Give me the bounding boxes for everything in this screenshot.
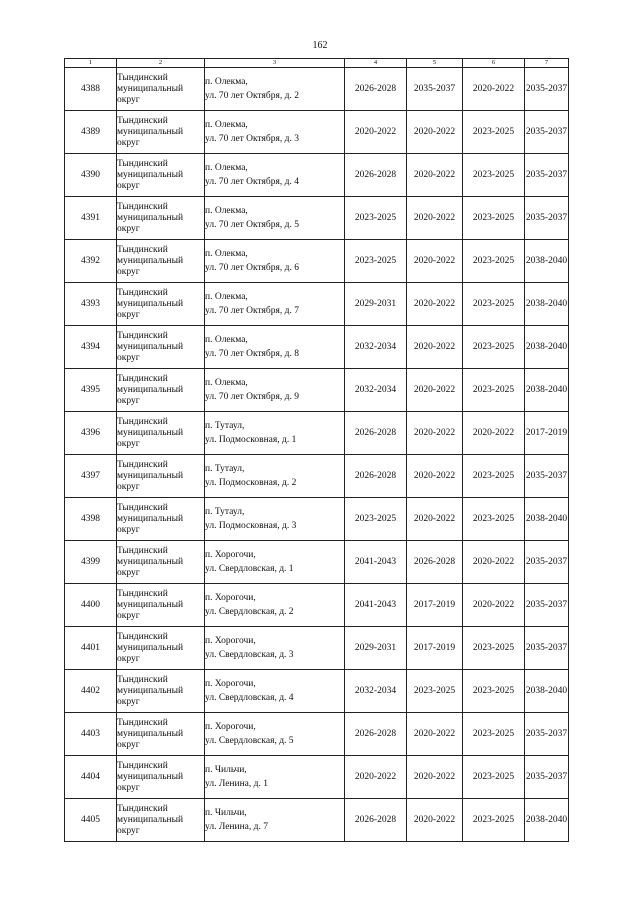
municipal-district xyxy=(117,197,205,240)
table-row xyxy=(65,799,569,842)
address-line: п. Олекма, xyxy=(205,120,248,130)
district-line: муниципальный xyxy=(117,126,184,137)
record-number: 4396 xyxy=(65,412,117,455)
repair-period: 2035-2037 xyxy=(525,68,569,111)
repair-period: 2023-2025 xyxy=(463,498,525,541)
column-header: 4 xyxy=(345,59,407,68)
repair-period: 2035-2037 xyxy=(525,756,569,799)
record-number: 4399 xyxy=(65,541,117,584)
column-header: 2 xyxy=(117,59,205,68)
district-line: муниципальный xyxy=(117,685,184,696)
repair-period: 2020-2022 xyxy=(407,455,463,498)
repair-period: 2023-2025 xyxy=(463,197,525,240)
building-address xyxy=(205,713,345,756)
address-line: ул. Свердловская, д. 4 xyxy=(205,693,294,703)
municipal-district xyxy=(117,326,205,369)
district-line: муниципальный xyxy=(117,298,184,309)
address-line: п. Тутаул, xyxy=(205,421,245,431)
address-line: ул. Свердловская, д. 3 xyxy=(205,650,294,660)
repair-period: 2020-2022 xyxy=(407,326,463,369)
table-row xyxy=(65,627,569,670)
repair-period: 2026-2028 xyxy=(345,68,407,111)
district-line: округ xyxy=(117,137,140,148)
repair-period: 2023-2025 xyxy=(345,197,407,240)
address-line: ул. Подмосковная, д. 3 xyxy=(205,521,297,531)
table-row xyxy=(65,154,569,197)
district-line: округ xyxy=(117,309,140,320)
column-header: 6 xyxy=(463,59,525,68)
address-line: ул. 70 лет Октября, д. 6 xyxy=(205,263,299,273)
column-number-row xyxy=(65,59,569,68)
building-address xyxy=(205,197,345,240)
district-line: муниципальный xyxy=(117,427,184,438)
table-row xyxy=(65,240,569,283)
repair-period: 2035-2037 xyxy=(407,68,463,111)
address-line: ул. 70 лет Октября, д. 2 xyxy=(205,91,299,101)
table-row xyxy=(65,498,569,541)
record-number: 4390 xyxy=(65,154,117,197)
address-line: ул. Подмосковная, д. 2 xyxy=(205,478,297,488)
municipal-district xyxy=(117,240,205,283)
municipal-district xyxy=(117,627,205,670)
repair-period: 2020-2022 xyxy=(463,68,525,111)
repair-period: 2038-2040 xyxy=(525,240,569,283)
address-line: ул. Свердловская, д. 1 xyxy=(205,564,294,574)
district-line: округ xyxy=(117,825,140,836)
repair-period: 2020-2022 xyxy=(345,111,407,154)
repair-period: 2020-2022 xyxy=(463,584,525,627)
district-line: муниципальный xyxy=(117,169,184,180)
district-line: Тындинский xyxy=(117,373,168,384)
column-header: 5 xyxy=(407,59,463,68)
repair-period: 2017-2019 xyxy=(407,627,463,670)
repair-period: 2020-2022 xyxy=(407,240,463,283)
municipal-district xyxy=(117,283,205,326)
district-line: округ xyxy=(117,696,140,707)
repair-period: 2035-2037 xyxy=(525,111,569,154)
record-number: 4395 xyxy=(65,369,117,412)
repair-period: 2035-2037 xyxy=(525,627,569,670)
municipal-district xyxy=(117,799,205,842)
district-line: Тындинский xyxy=(117,717,168,728)
building-address xyxy=(205,627,345,670)
district-line: округ xyxy=(117,266,140,277)
district-line: муниципальный xyxy=(117,83,184,94)
district-line: муниципальный xyxy=(117,212,184,223)
building-address xyxy=(205,799,345,842)
district-line: Тындинский xyxy=(117,287,168,298)
address-line: ул. 70 лет Октября, д. 3 xyxy=(205,134,299,144)
record-number: 4404 xyxy=(65,756,117,799)
district-line: округ xyxy=(117,223,140,234)
record-number: 4403 xyxy=(65,713,117,756)
table-row xyxy=(65,541,569,584)
municipal-district xyxy=(117,455,205,498)
district-line: муниципальный xyxy=(117,384,184,395)
address-line: ул. 70 лет Октября, д. 8 xyxy=(205,349,299,359)
district-line: муниципальный xyxy=(117,513,184,524)
building-address xyxy=(205,154,345,197)
building-address xyxy=(205,240,345,283)
building-address xyxy=(205,369,345,412)
district-line: муниципальный xyxy=(117,814,184,825)
table-row xyxy=(65,584,569,627)
address-line: п. Олекма, xyxy=(205,77,248,87)
record-number: 4394 xyxy=(65,326,117,369)
repair-period: 2023-2025 xyxy=(463,455,525,498)
table-row xyxy=(65,197,569,240)
district-line: Тындинский xyxy=(117,158,168,169)
district-line: округ xyxy=(117,524,140,535)
repair-period: 2023-2025 xyxy=(407,670,463,713)
district-line: Тындинский xyxy=(117,588,168,599)
repair-period: 2032-2034 xyxy=(345,326,407,369)
repair-period: 2038-2040 xyxy=(525,670,569,713)
district-line: муниципальный xyxy=(117,642,184,653)
repair-period: 2032-2034 xyxy=(345,670,407,713)
district-line: округ xyxy=(117,94,140,105)
record-number: 4388 xyxy=(65,68,117,111)
repair-period: 2023-2025 xyxy=(463,369,525,412)
district-line: Тындинский xyxy=(117,674,168,685)
district-line: Тындинский xyxy=(117,330,168,341)
building-address xyxy=(205,412,345,455)
repair-period: 2023-2025 xyxy=(345,240,407,283)
building-address xyxy=(205,455,345,498)
district-line: муниципальный xyxy=(117,255,184,266)
district-line: округ xyxy=(117,739,140,750)
district-line: округ xyxy=(117,352,140,363)
address-line: п. Хорогочи, xyxy=(205,550,256,560)
repair-period: 2026-2028 xyxy=(345,154,407,197)
column-header: 1 xyxy=(65,59,117,68)
address-line: п. Чильчи, xyxy=(205,808,247,818)
repair-period: 2023-2025 xyxy=(463,713,525,756)
repair-period: 2020-2022 xyxy=(407,756,463,799)
address-line: п. Хорогочи, xyxy=(205,593,256,603)
municipal-district xyxy=(117,670,205,713)
district-line: Тындинский xyxy=(117,502,168,513)
municipal-district xyxy=(117,369,205,412)
address-line: ул. 70 лет Октября, д. 7 xyxy=(205,306,299,316)
repair-period: 2023-2025 xyxy=(345,498,407,541)
district-line: Тындинский xyxy=(117,416,168,427)
repair-period: 2038-2040 xyxy=(525,498,569,541)
repair-period: 2041-2043 xyxy=(345,584,407,627)
district-line: муниципальный xyxy=(117,599,184,610)
address-line: ул. Свердловская, д. 5 xyxy=(205,736,294,746)
repair-period: 2020-2022 xyxy=(407,713,463,756)
repair-period: 2038-2040 xyxy=(525,369,569,412)
repair-period: 2020-2022 xyxy=(463,541,525,584)
district-line: округ xyxy=(117,395,140,406)
repair-period: 2029-2031 xyxy=(345,283,407,326)
table-row xyxy=(65,326,569,369)
municipal-district xyxy=(117,154,205,197)
district-line: округ xyxy=(117,567,140,578)
repair-period: 2035-2037 xyxy=(525,541,569,584)
repair-period: 2020-2022 xyxy=(407,154,463,197)
district-line: муниципальный xyxy=(117,470,184,481)
address-line: п. Хорогочи, xyxy=(205,722,256,732)
district-line: округ xyxy=(117,782,140,793)
repair-period: 2020-2022 xyxy=(407,111,463,154)
district-line: Тындинский xyxy=(117,803,168,814)
building-address xyxy=(205,541,345,584)
table-row xyxy=(65,670,569,713)
repair-period: 2023-2025 xyxy=(463,240,525,283)
housing-register-table xyxy=(64,58,569,842)
building-address xyxy=(205,756,345,799)
repair-period: 2020-2022 xyxy=(407,412,463,455)
table-row xyxy=(65,369,569,412)
municipal-district xyxy=(117,541,205,584)
address-line: ул. Свердловская, д. 2 xyxy=(205,607,294,617)
table-row xyxy=(65,756,569,799)
district-line: муниципальный xyxy=(117,556,184,567)
district-line: муниципальный xyxy=(117,771,184,782)
repair-period: 2023-2025 xyxy=(463,154,525,197)
record-number: 4398 xyxy=(65,498,117,541)
record-number: 4405 xyxy=(65,799,117,842)
building-address xyxy=(205,283,345,326)
district-line: Тындинский xyxy=(117,459,168,470)
building-address xyxy=(205,68,345,111)
address-line: ул. 70 лет Октября, д. 9 xyxy=(205,392,299,402)
address-line: п. Хорогочи, xyxy=(205,636,256,646)
municipal-district xyxy=(117,68,205,111)
district-line: Тындинский xyxy=(117,631,168,642)
municipal-district xyxy=(117,412,205,455)
repair-period: 2020-2022 xyxy=(407,369,463,412)
record-number: 4393 xyxy=(65,283,117,326)
address-line: ул. Ленина, д. 1 xyxy=(205,779,268,789)
address-line: п. Олекма, xyxy=(205,378,248,388)
building-address xyxy=(205,326,345,369)
district-line: Тындинский xyxy=(117,201,168,212)
record-number: 4389 xyxy=(65,111,117,154)
repair-period: 2026-2028 xyxy=(345,455,407,498)
column-header: 7 xyxy=(525,59,569,68)
district-line: Тындинский xyxy=(117,244,168,255)
repair-period: 2020-2022 xyxy=(407,799,463,842)
address-line: п. Олекма, xyxy=(205,206,248,216)
repair-period: 2035-2037 xyxy=(525,455,569,498)
table-body xyxy=(65,68,569,842)
district-line: муниципальный xyxy=(117,341,184,352)
repair-period: 2023-2025 xyxy=(463,326,525,369)
repair-period: 2026-2028 xyxy=(345,412,407,455)
district-line: Тындинский xyxy=(117,72,168,83)
record-number: 4401 xyxy=(65,627,117,670)
address-line: ул. 70 лет Октября, д. 4 xyxy=(205,177,299,187)
district-line: Тындинский xyxy=(117,545,168,556)
address-line: п. Олекма, xyxy=(205,292,248,302)
repair-period: 2020-2022 xyxy=(407,498,463,541)
district-line: Тындинский xyxy=(117,115,168,126)
repair-period: 2020-2022 xyxy=(407,197,463,240)
repair-period: 2029-2031 xyxy=(345,627,407,670)
address-line: п. Олекма, xyxy=(205,249,248,259)
building-address xyxy=(205,111,345,154)
repair-period: 2026-2028 xyxy=(345,713,407,756)
record-number: 4392 xyxy=(65,240,117,283)
repair-period: 2023-2025 xyxy=(463,627,525,670)
repair-period: 2020-2022 xyxy=(345,756,407,799)
repair-period: 2041-2043 xyxy=(345,541,407,584)
address-line: ул. 70 лет Октября, д. 5 xyxy=(205,220,299,230)
table-row xyxy=(65,111,569,154)
address-line: ул. Подмосковная, д. 1 xyxy=(205,435,297,445)
repair-period: 2023-2025 xyxy=(463,756,525,799)
table-row xyxy=(65,68,569,111)
repair-period: 2035-2037 xyxy=(525,154,569,197)
address-line: п. Олекма, xyxy=(205,163,248,173)
repair-period: 2032-2034 xyxy=(345,369,407,412)
address-line: п. Чильчи, xyxy=(205,765,247,775)
record-number: 4397 xyxy=(65,455,117,498)
district-line: муниципальный xyxy=(117,728,184,739)
municipal-district xyxy=(117,713,205,756)
repair-period: 2035-2037 xyxy=(525,713,569,756)
table-row xyxy=(65,713,569,756)
district-line: округ xyxy=(117,438,140,449)
repair-period: 2023-2025 xyxy=(463,670,525,713)
page-number: 162 xyxy=(312,40,328,51)
municipal-district xyxy=(117,584,205,627)
repair-period: 2023-2025 xyxy=(463,111,525,154)
address-line: п. Олекма, xyxy=(205,335,248,345)
record-number: 4402 xyxy=(65,670,117,713)
district-line: округ xyxy=(117,653,140,664)
municipal-district xyxy=(117,498,205,541)
repair-period: 2026-2028 xyxy=(407,541,463,584)
record-number: 4391 xyxy=(65,197,117,240)
repair-period: 2023-2025 xyxy=(463,799,525,842)
district-line: Тындинский xyxy=(117,760,168,771)
repair-period: 2020-2022 xyxy=(407,283,463,326)
repair-period: 2038-2040 xyxy=(525,326,569,369)
district-line: округ xyxy=(117,481,140,492)
building-address xyxy=(205,584,345,627)
repair-period: 2035-2037 xyxy=(525,584,569,627)
repair-period: 2017-2019 xyxy=(525,412,569,455)
building-address xyxy=(205,498,345,541)
municipal-district xyxy=(117,756,205,799)
address-line: п. Тутаул, xyxy=(205,507,245,517)
address-line: п. Хорогочи, xyxy=(205,679,256,689)
repair-period: 2038-2040 xyxy=(525,283,569,326)
district-line: округ xyxy=(117,610,140,621)
record-number: 4400 xyxy=(65,584,117,627)
municipal-district xyxy=(117,111,205,154)
table-row xyxy=(65,283,569,326)
building-address xyxy=(205,670,345,713)
address-line: п. Тутаул, xyxy=(205,464,245,474)
repair-period: 2038-2040 xyxy=(525,799,569,842)
repair-period: 2020-2022 xyxy=(463,412,525,455)
table-row xyxy=(65,455,569,498)
repair-period: 2026-2028 xyxy=(345,799,407,842)
address-line: ул. Ленина, д. 7 xyxy=(205,822,268,832)
column-header: 3 xyxy=(205,59,345,68)
repair-period: 2035-2037 xyxy=(525,197,569,240)
repair-period: 2017-2019 xyxy=(407,584,463,627)
district-line: округ xyxy=(117,180,140,191)
table-row xyxy=(65,412,569,455)
repair-period: 2023-2025 xyxy=(463,283,525,326)
